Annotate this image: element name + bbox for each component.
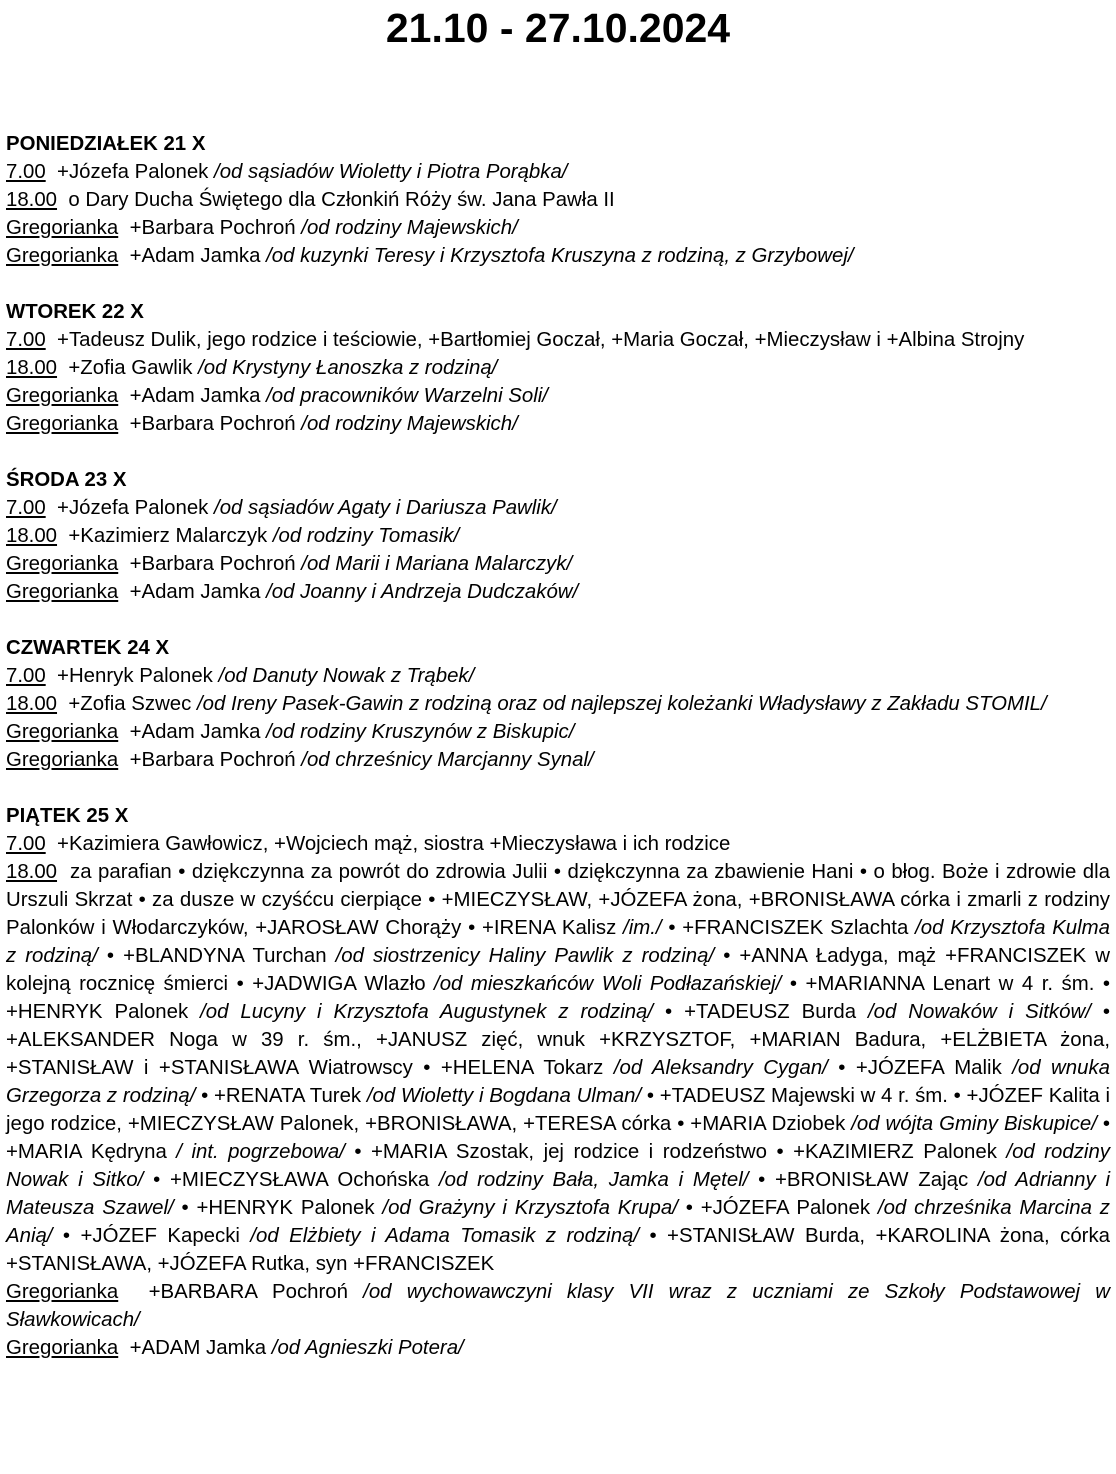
intention-text: • +JÓZEFA Malik [827,1057,1013,1079]
mass-time-label: Gregorianka [6,721,119,743]
intention-text: +Tadeusz Dulik, jego rodzice i teściowie, +Bartłomiej Goczał, +Maria Goczał, +Mieczysław i +Albina Strojny [57,329,1025,351]
intention-donor: /od Marii i Mariana Malarczyk/ [301,553,573,575]
mass-time-label: 7.00 [6,833,46,855]
mass-time-label: Gregorianka [6,245,119,267]
intention-text: +Barbara Pochroń [129,413,302,435]
intention-text: • +ALEKSANDER Noga w 39 r. śm., +JANUSZ zięć, wnuk +KRZYSZTOF, +MARIAN Badura, +ELŻBIETA żona, +STANISŁAW i +STANISŁAWA Wiatrowscy • +HELENA Tokarz [6,1001,1110,1079]
intention-text: • +STANISŁAW Burda, +KAROLINA żona, córka +STANISŁAWA, +JÓZEFA Rutka, syn +FRANCISZEK [6,1225,1110,1275]
intention-text: +Adam Jamka [129,581,267,603]
intention-donor: /od Elżbiety i Adama Tomasik z rodziną/ [250,1225,640,1247]
mass-time-label: 18.00 [6,861,58,883]
intention-donor: /od Nowaków i Sitków/ [868,1001,1091,1023]
intention-donor: /od chrześnika Marcina z Anią/ [6,1197,1110,1247]
mass-entry [6,550,1110,578]
intention-text: • +MARIANNA Lenart w 4 r. śm. • +HENRYK Palonek [6,973,1110,1023]
mass-entry [6,746,1110,774]
day-heading: CZWARTEK 24 X [6,637,170,659]
mass-time-label: 7.00 [6,665,46,687]
mass-time-label: 18.00 [6,357,58,379]
mass-entry [6,326,1110,354]
mass-time-label: Gregorianka [6,1337,119,1359]
mass-entry [6,494,1110,522]
mass-time-label: 7.00 [6,497,46,519]
intention-donor: /od Adrianny i Mateusza Szawel/ [6,1169,1110,1219]
intention-donor: /od Krzysztofa Kulma z rodziną/ [6,917,1110,967]
day-heading: WTOREK 22 X [6,301,144,323]
intention-donor: /od sąsiadów Agaty i Dariusza Pawlik/ [214,497,557,519]
mass-time-label: 18.00 [6,525,58,547]
intention-text: • +RENATA Turek [195,1085,367,1107]
mass-entry [6,158,1110,186]
intention-text: • +MARIA Szostak, jej rodzice i rodzeństwo • +KAZIMIERZ Palonek [344,1141,1007,1163]
intention-donor: /od wójta Gminy Biskupice/ [851,1113,1097,1135]
day-section [6,298,1110,438]
intention-donor: /od Danuty Nowak z Trąbek/ [218,665,475,687]
intention-text: +BARBARA Pochroń [148,1281,364,1303]
intention-text: • +FRANCISZEK Szlachta [661,917,916,939]
intention-donor: /od siostrzenicy Haliny Pawlik z rodziną/ [335,945,715,967]
mass-time-label: Gregorianka [6,749,119,771]
intention-text: +Zofia Szwec [68,693,198,715]
mass-entry [6,1334,1110,1362]
intention-text: • +TADEUSZ Majewski w 4 r. śm. • +JÓZEF Kalita i jego rodzice, +MIECZYSŁAW Palonek, +BRONISŁAWA, +TERESA córka • +MARIA Dziobek [6,1085,1110,1135]
days-list [6,52,1110,1362]
intention-donor: /od rodziny Bała, Jamka i Mętel/ [438,1169,749,1191]
intention-text: +Adam Jamka [129,385,267,407]
intention-donor: /od rodziny Kruszynów z Biskupic/ [266,721,575,743]
intention-text: +Zofia Gawlik [68,357,199,379]
mass-entry [6,186,1110,214]
day-section [6,634,1110,774]
intention-donor: /od chrześnicy Marcjanny Synal/ [301,749,594,771]
mass-time-label: 7.00 [6,161,46,183]
intention-text: +Kazimierz Malarczyk [68,525,273,547]
mass-time-label: Gregorianka [6,385,119,407]
day-heading: PONIEDZIAŁEK 21 X [6,133,206,155]
intention-text: +Józefa Palonek [57,161,215,183]
intention-text: +ADAM Jamka [129,1337,272,1359]
intention-text: +Józefa Palonek [57,497,215,519]
mass-entry [6,662,1110,690]
mass-time-label: Gregorianka [6,1281,119,1303]
mass-time-label: 18.00 [6,693,58,715]
mass-entry [6,242,1110,270]
page-title: 21.10 - 27.10.2024 [385,5,731,51]
day-heading: PIĄTEK 25 X [6,805,129,827]
intention-text: o Dary Ducha Świętego dla Członkiń Róży św. Jana Pawła II [68,189,615,211]
intention-donor: /od wychowawczyni klasy VII wraz z uczniami ze Szkoły Podstawowej w Sławkowicach/ [6,1281,1110,1331]
intention-text: • +BLANDYNA Turchan [97,945,336,967]
intention-text: +Adam Jamka [129,721,267,743]
intention-donor: /od rodziny Nowak i Sitko/ [6,1141,1110,1191]
intention-donor: /od pracowników Warzelni Soli/ [266,385,548,407]
mass-time-label: Gregorianka [6,581,119,603]
mass-time-label: 18.00 [6,189,58,211]
intention-text: +Barbara Pochroń [129,749,302,771]
intention-text: • +MARIA Kędryna [6,1113,1110,1163]
intention-donor: /od Aleksandry Cygan/ [613,1057,828,1079]
intention-donor: /od mieszkańców Woli Podłazańskiej/ [434,973,782,995]
intention-text: • +BRONISŁAW Zając [748,1169,978,1191]
intention-text: +Henryk Palonek [57,665,219,687]
intention-text: +Adam Jamka [129,245,267,267]
day-heading: ŚRODA 23 X [6,469,127,491]
intention-donor: /od Agnieszki Potera/ [271,1337,464,1359]
day-section [6,130,1110,270]
day-section [6,466,1110,606]
intention-text: • +JÓZEFA Palonek [677,1197,878,1219]
mass-entry [6,690,1110,718]
intention-text: +Barbara Pochroń [129,217,302,239]
intention-text: • +ANNA Ładyga, mąż +FRANCISZEK w kolejną rocznicę śmierci • +JADWIGA Wlazło [6,945,1110,995]
intention-donor: /od Grażyny i Krzysztofa Krupa/ [382,1197,678,1219]
mass-entry [6,354,1110,382]
intention-donor: /od Krystyny Łanoszka z rodziną/ [198,357,498,379]
intention-donor: /od Ireny Pasek-Gawin z rodziną oraz od najlepszej koleżanki Władysławy z Zakładu STOMIL/ [197,693,1047,715]
mass-time-label: Gregorianka [6,553,119,575]
intention-text: +Kazimiera Gawłowicz, +Wojciech mąż, siostra +Mieczysława i ich rodzice [57,833,731,855]
mass-entry [6,522,1110,550]
intention-donor: / int. pogrzebowa/ [176,1141,345,1163]
intention-donor: /od Joanny i Andrzeja Dudczaków/ [266,581,579,603]
mass-entry [6,1278,1110,1334]
mass-entry [6,858,1110,1278]
intention-text: • +JÓZEF Kapecki [52,1225,251,1247]
intention-text: • +HENRYK Palonek [173,1197,383,1219]
intention-donor: /od wnuka Grzegorza z rodziną/ [6,1057,1110,1107]
mass-entry [6,578,1110,606]
mass-entry [6,410,1110,438]
intention-donor: /im./ [623,917,662,939]
intention-text: • +TADEUSZ Burda [653,1001,868,1023]
mass-time-label: Gregorianka [6,217,119,239]
mass-time-label: Gregorianka [6,413,119,435]
intention-donor: /od rodziny Majewskich/ [301,413,518,435]
intention-text: za parafian • dziękczynna za powrót do zdrowia Julii • dziękczynna za zbawienie Hani • o błog. Boże i zdrowie dla Urszuli Skrzat • za dusze w czyśćcu cierpiące • +MIECZYSŁAW, +JÓZEFA żona, +BRONISŁAWA córka i zmarli z rodziny Palonków i Włodarczyków, +JAROSŁAW Chorąży • +IRENA Kalisz [6,861,1110,939]
intention-text: • +MIECZYSŁAWA Ochońska [143,1169,439,1191]
intention-donor: /od rodziny Majewskich/ [301,217,518,239]
intention-donor: /od Lucyny i Krzysztofa Augustynek z rodziną/ [200,1001,654,1023]
mass-entry [6,382,1110,410]
day-section [6,802,1110,1362]
mass-entry [6,718,1110,746]
intention-text: +Barbara Pochroń [129,553,302,575]
intention-donor: /od Wioletty i Bogdana Ulman/ [366,1085,642,1107]
mass-entry [6,830,1110,858]
intention-donor: /od rodziny Tomasik/ [272,525,460,547]
intention-donor: /od kuzynki Teresy i Krzysztofa Kruszyna z rodziną, z Grzybowej/ [266,245,854,267]
mass-entry [6,214,1110,242]
intention-donor: /od sąsiadów Wioletty i Piotra Porąbka/ [214,161,568,183]
mass-time-label: 7.00 [6,329,46,351]
